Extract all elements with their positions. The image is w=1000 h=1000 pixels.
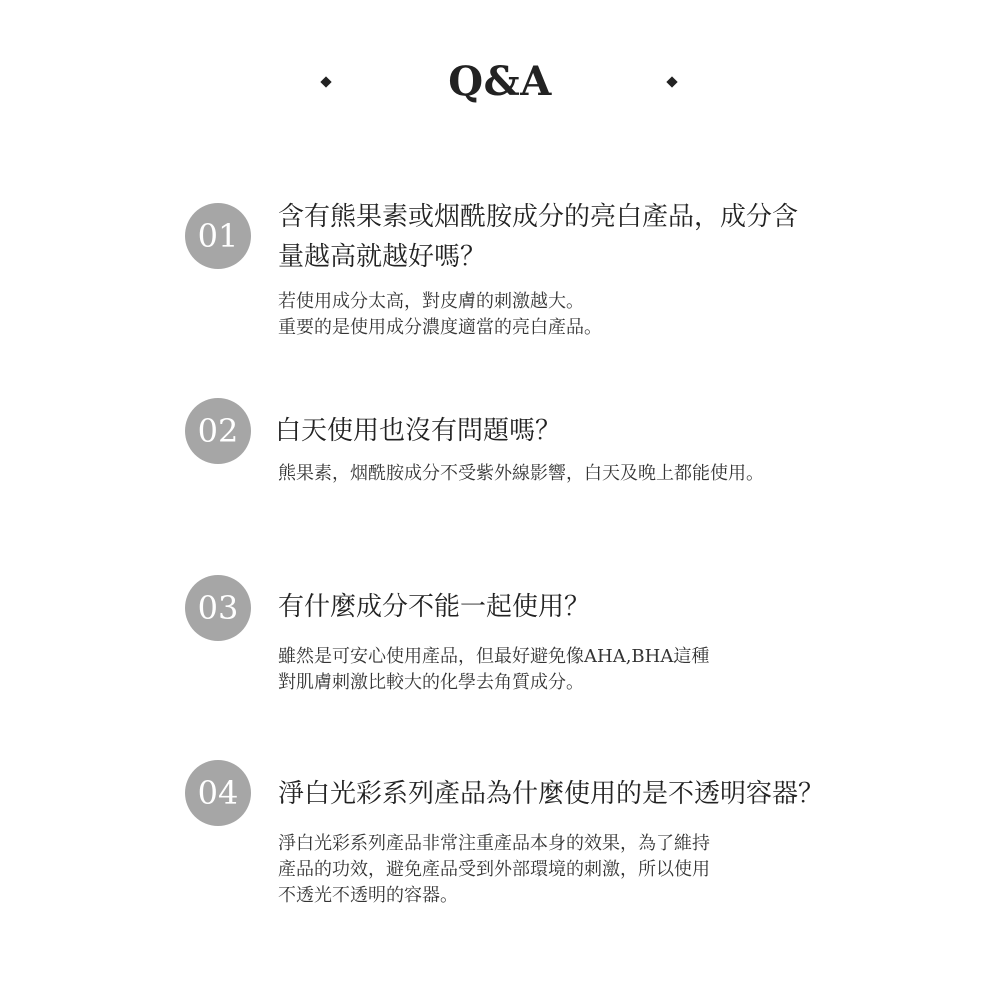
answer-line: 淨白光彩系列產品非常注重產品本身的效果，為了維持 <box>278 833 710 854</box>
question-number-badge: 03 <box>185 575 251 641</box>
answer-text <box>278 289 838 341</box>
question-text <box>278 587 878 627</box>
answer-line: 若使用成分太高，對皮膚的刺激越大。 <box>278 291 584 312</box>
answer-line: 不透光不透明的容器。 <box>278 885 458 906</box>
answer-line: 雖然是可安心使用產品，但最好避免像AHA,BHA這種 <box>278 646 710 667</box>
question-text <box>278 197 878 277</box>
answer-text <box>278 644 838 696</box>
question-number-badge: 04 <box>185 760 251 826</box>
answer-text <box>278 461 838 487</box>
question-text <box>278 774 878 814</box>
question-line: 有什麼成分不能一起使用？ <box>278 592 591 622</box>
answer-line: 熊果素，烟酰胺成分不受紫外線影響，白天及晚上都能使用。 <box>278 463 764 484</box>
question-number-badge: 02 <box>185 398 251 464</box>
answer-line: 產品的功效，避免產品受到外部環境的刺激，所以使用 <box>278 859 710 880</box>
question-number-badge: 01 <box>185 203 251 269</box>
answer-line: 重要的是使用成分濃度適當的亮白產品。 <box>278 317 602 338</box>
question-line: 含有熊果素或烟酰胺成分的亮白產品，成分含 <box>278 202 799 232</box>
question-line: 淨白光彩系列產品為什麼使用的是不透明容器？ <box>278 779 825 809</box>
answer-line: 對肌膚刺激比較大的化學去角質成分。 <box>278 672 584 693</box>
page-header <box>0 52 1000 112</box>
answer-text <box>278 831 838 909</box>
question-line: 白天使用也沒有問題嗎？ <box>275 416 562 446</box>
question-line: 量越高就越好嗎？ <box>278 242 487 272</box>
question-text <box>275 411 875 451</box>
page-title: Q&A <box>448 58 552 105</box>
